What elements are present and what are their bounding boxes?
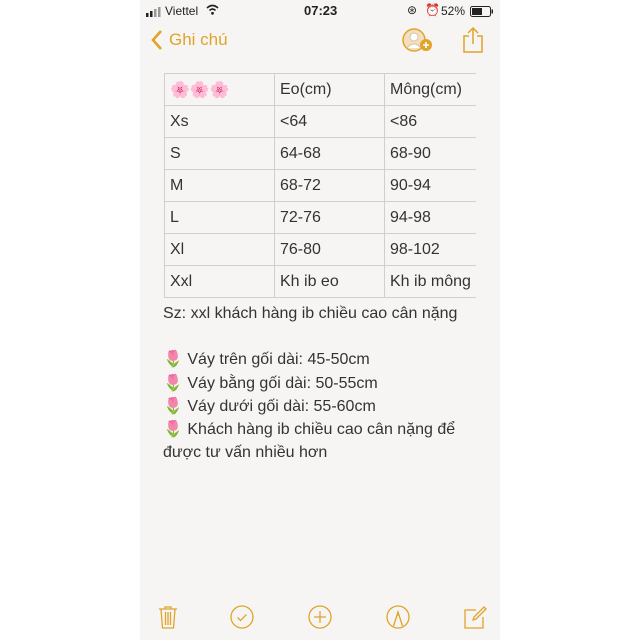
share-icon bbox=[462, 26, 484, 54]
sketch-button[interactable] bbox=[385, 604, 411, 630]
add-person-button[interactable] bbox=[402, 27, 436, 60]
add-button[interactable] bbox=[307, 604, 333, 630]
table-header-row bbox=[165, 74, 476, 106]
carrier-label: Viettel bbox=[165, 4, 199, 18]
table-cell: M bbox=[165, 170, 275, 202]
battery-icon bbox=[470, 6, 494, 20]
table-cell: 68-90 bbox=[385, 138, 476, 170]
table-cell: S bbox=[165, 138, 275, 170]
plus-circle-icon bbox=[307, 604, 333, 630]
table-cell: <86 bbox=[385, 106, 476, 138]
back-label: Ghi chú bbox=[169, 30, 228, 49]
note-line: 🌷 Váy dưới gối dài: 55-60cm bbox=[163, 397, 376, 415]
table-cell: Xs bbox=[165, 106, 275, 138]
compose-icon bbox=[462, 604, 488, 630]
clock: 07:23 bbox=[304, 3, 338, 18]
table-cell: 68-72 bbox=[275, 170, 385, 202]
checkmark-circle-icon bbox=[229, 604, 255, 630]
note-line: 🌷 Khách hàng ib chiều cao cân nặng để được tư vấn nhiều hơn bbox=[163, 421, 456, 462]
table-cell: 94-98 bbox=[385, 202, 476, 234]
table-cell: 76-80 bbox=[275, 234, 385, 266]
share-button[interactable] bbox=[462, 26, 484, 59]
table-row bbox=[165, 106, 476, 138]
trash-icon bbox=[155, 604, 181, 630]
alarm-icon: ⏰ bbox=[425, 3, 440, 17]
table-row bbox=[165, 138, 476, 170]
table-cell: 64-68 bbox=[275, 138, 385, 170]
table-cell: L bbox=[165, 202, 275, 234]
note-line: 🌷 Váy trên gối dài: 45-50cm bbox=[163, 351, 370, 369]
table-cell: <64 bbox=[275, 106, 385, 138]
compose-button[interactable] bbox=[462, 604, 488, 630]
table-cell: 72-76 bbox=[275, 202, 385, 234]
status-bar bbox=[140, 3, 500, 19]
table-cell: Kh ib eo bbox=[275, 266, 385, 298]
checklist-button[interactable] bbox=[229, 604, 255, 630]
delete-button[interactable] bbox=[155, 604, 181, 630]
chevron-left-icon bbox=[150, 29, 164, 51]
back-button[interactable] bbox=[150, 29, 228, 51]
table-cell: Mông(cm) bbox=[385, 74, 476, 106]
size-table bbox=[164, 73, 476, 298]
table-row bbox=[165, 234, 476, 266]
rotation-lock-icon: ⊛ bbox=[407, 3, 418, 17]
wifi-icon bbox=[206, 4, 219, 18]
note-line: 🌷 Váy bằng gối dài: 50-55cm bbox=[163, 374, 378, 392]
add-person-icon bbox=[402, 27, 436, 55]
table-cell: Eo(cm) bbox=[275, 74, 385, 106]
table-cell: Kh ib mông bbox=[385, 266, 476, 298]
note-body[interactable] bbox=[163, 302, 493, 465]
table-cell: 98-102 bbox=[385, 234, 476, 266]
table-cell: 90-94 bbox=[385, 170, 476, 202]
signal-icon bbox=[146, 6, 162, 20]
table-row bbox=[165, 170, 476, 202]
table-row bbox=[165, 266, 476, 298]
table-cell: Xl bbox=[165, 234, 275, 266]
table-row bbox=[165, 202, 476, 234]
table-cell: 🌸🌸🌸 bbox=[165, 74, 275, 106]
table-cell: Xxl bbox=[165, 266, 275, 298]
note-line: Sz: xxl khách hàng ib chiều cao cân nặng bbox=[163, 305, 458, 322]
battery-percent: 52% bbox=[441, 4, 466, 18]
pen-tip-circle-icon bbox=[385, 604, 411, 630]
notes-screen bbox=[140, 0, 500, 640]
